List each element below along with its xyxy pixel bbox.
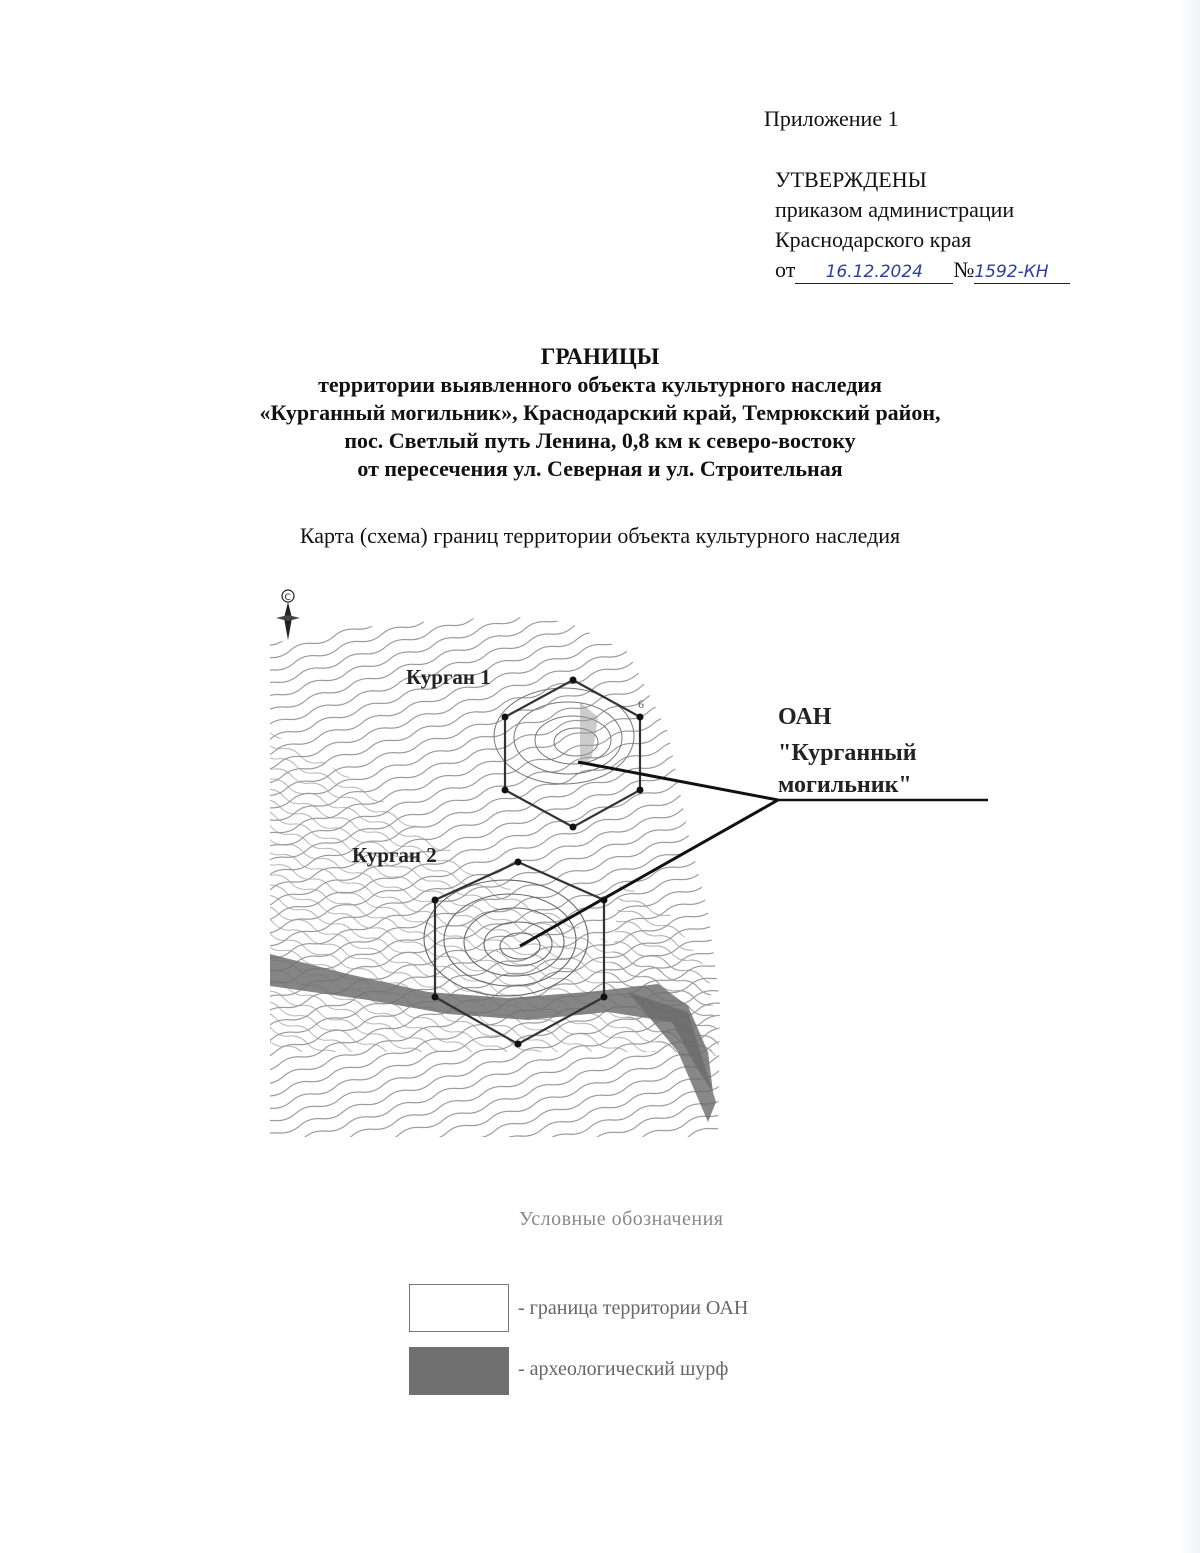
terrain-contours [270,616,720,1137]
legend-title: Условные обозначения [519,1208,724,1230]
date-prefix: от [775,257,796,282]
title-line-1: территории выявленного объекта культурного наследия [318,372,882,397]
appendix-label: Приложение 1 [764,106,899,131]
scan-edge-shadow [1178,0,1200,1553]
title-main: ГРАНИЦЫ [540,344,660,369]
document-title [0,343,1200,483]
vertex-number-label: 6 [638,697,644,711]
title-line-2: «Курганный могильник», Краснодарский край, Темрюкский район, [259,400,941,425]
approval-block [775,165,1070,285]
handwritten-date: 16.12.2024 [795,261,953,284]
kurgan-1-label: Курган 1 [406,665,491,689]
legend-label-pit: - археологический шурф [518,1358,729,1380]
callout-line-3: могильник" [778,772,912,798]
north-arrow-icon [276,590,300,640]
handwritten-number: 1592-КН [974,261,1070,284]
callout-line-1: ОАН [778,704,832,730]
date-number-line [775,255,1070,285]
order-line-2: Краснодарского края [775,227,972,252]
map-caption: Карта (схема) границ территории объекта культурного наследия [299,523,901,548]
boundary-map [268,582,988,1142]
oan-callout-text [778,704,917,798]
legend-swatch-boundary [409,1284,509,1332]
order-line-1: приказом администрации [775,197,1015,222]
kurgan-2-label: Курган 2 [352,843,437,867]
title-line-4: от пересечения ул. Северная и ул. Строительная [357,456,843,481]
callout-line-2: "Курганный [778,740,917,766]
compass-letter: С [284,593,291,603]
legend-label-boundary: - граница территории ОАН [518,1297,749,1319]
approved-heading: УТВЕРЖДЕНЫ [775,167,927,192]
legend-swatch-pit [409,1347,509,1395]
number-prefix: № [953,257,975,282]
title-line-3: пос. Светлый путь Ленина, 0,8 км к северо-востоку [344,428,856,453]
